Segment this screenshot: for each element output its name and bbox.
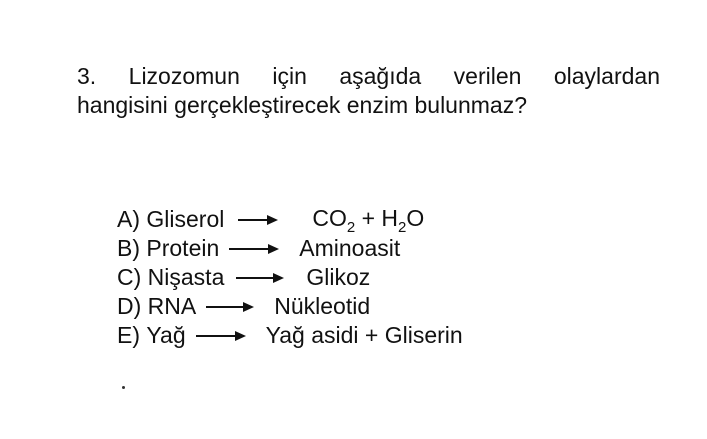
right-arrow-icon (196, 330, 246, 342)
option-letter: D) (117, 293, 142, 319)
option-letter: E) (117, 322, 140, 348)
option-substrate: RNA (147, 293, 197, 319)
option-letter: B) (117, 235, 140, 261)
answer-options (117, 205, 463, 350)
option-product: Aminoasit (299, 235, 401, 261)
option-b[interactable] (117, 234, 463, 263)
option-product: Yağ asidi + Gliserin (265, 322, 463, 348)
option-a[interactable] (117, 205, 463, 234)
option-product: Nükleotid (274, 293, 371, 319)
question-line-1: 3. Lizozomun için aşağıda verilen olaylardan (77, 63, 660, 89)
option-d[interactable] (117, 292, 463, 321)
option-substrate: Protein (146, 235, 220, 261)
option-substrate: Yağ (146, 322, 186, 348)
option-letter: C) (117, 264, 142, 290)
question-text (77, 62, 660, 120)
question-line-2: hangisini gerçekleştirecek enzim bulunmaz? (77, 92, 528, 118)
option-product: $CO_2 + H_2O$ (312, 204, 425, 236)
right-arrow-icon (206, 301, 254, 313)
right-arrow-icon (238, 214, 278, 226)
option-substrate: Gliserol (146, 206, 225, 232)
option-substrate: Nişasta (147, 264, 225, 290)
option-e[interactable] (117, 321, 463, 350)
stray-dot (122, 386, 125, 389)
right-arrow-icon (236, 272, 284, 284)
option-c[interactable] (117, 263, 463, 292)
option-letter: A) (117, 206, 140, 232)
option-product: Glikoz (306, 264, 371, 290)
right-arrow-icon (229, 243, 279, 255)
